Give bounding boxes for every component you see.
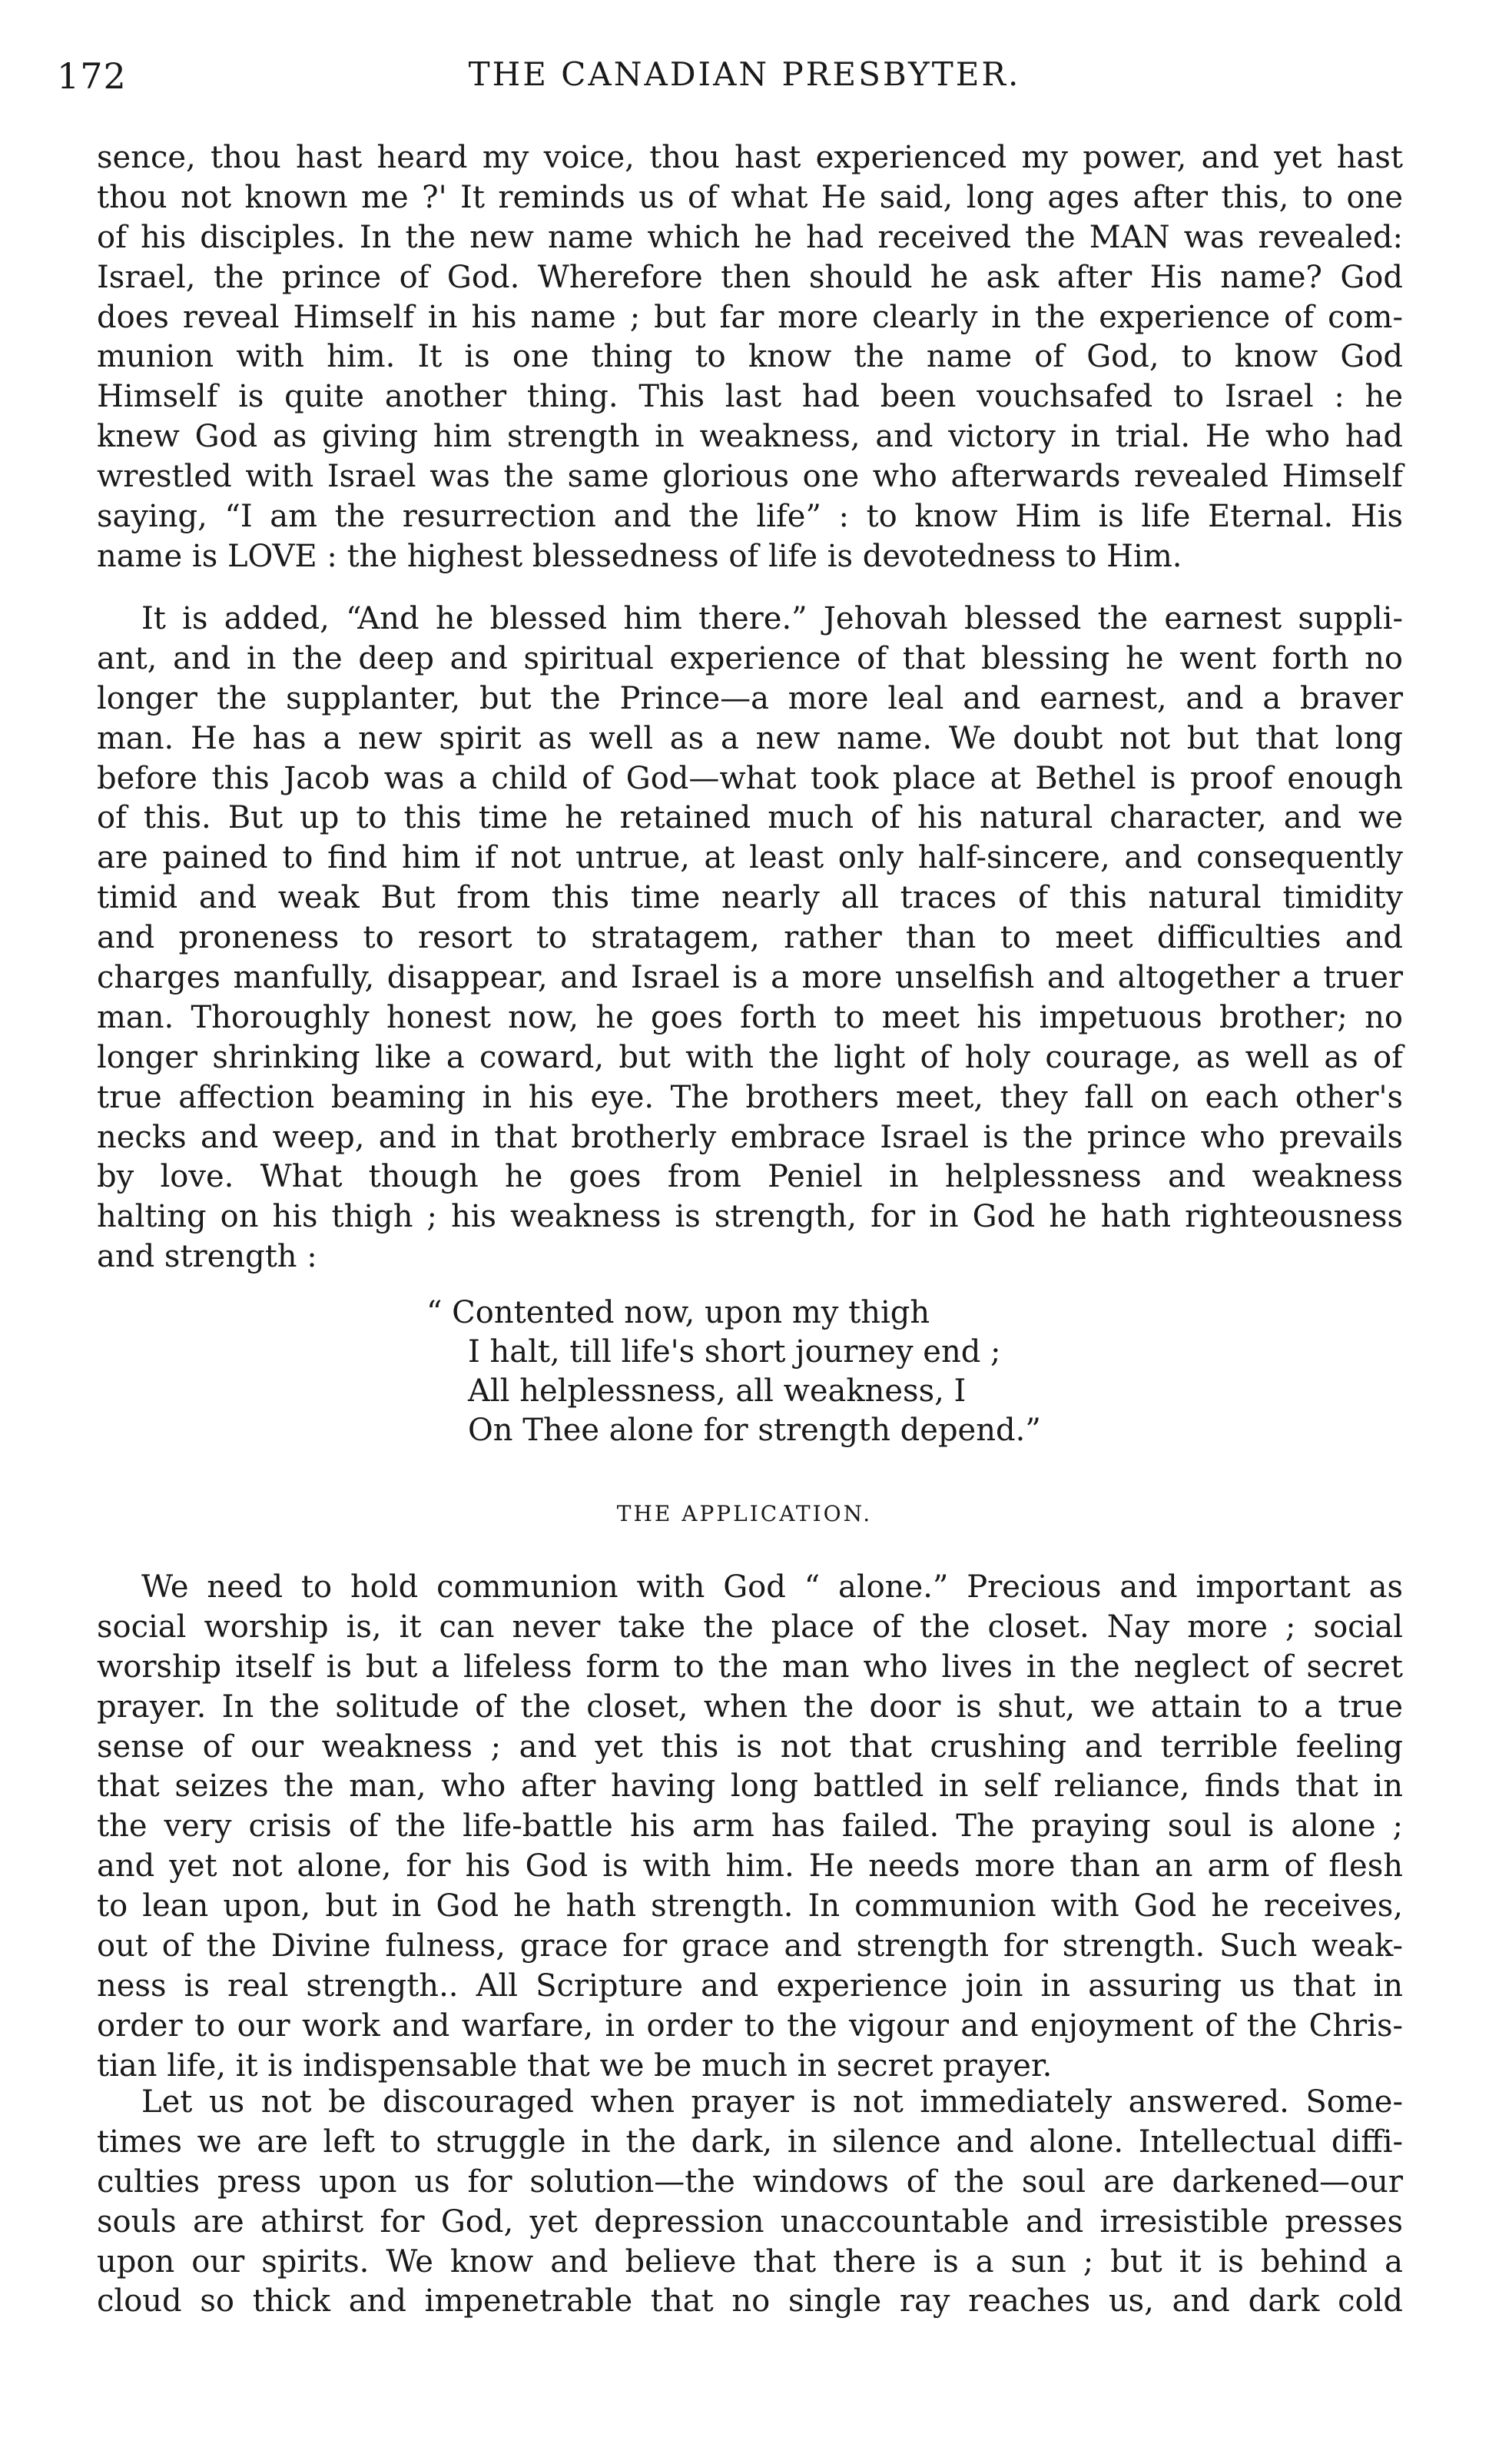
text-line: munion with him. It is one thing to know the name of God, to know God (97, 339, 1403, 375)
text-line: sence, thou hast heard my voice, thou hast experienced my power, and yet hast (97, 140, 1403, 175)
poem-line: On Thee alone for strength depend.” (468, 1413, 1041, 1448)
paragraph (97, 599, 1403, 1277)
text-line: and strength : (97, 1239, 317, 1275)
text-line: We need to hold communion with God “ alone.” Precious and important as (141, 1569, 1403, 1605)
text-line: times we are left to struggle in the dark, in silence and alone. Intellectual diffi- (97, 2124, 1403, 2160)
text-line: order to our work and warfare, in order to the vigour and enjoyment of the Chris- (97, 2007, 1403, 2044)
page-number: 172 (57, 55, 127, 97)
text-line: that seizes the man, who after having long battled in self reliance, finds that in (97, 1768, 1403, 1805)
text-line: ness is real strength.. All Scripture and experience join in assuring us that in (97, 1968, 1403, 2004)
text-line: sense of our weakness ; and yet this is not that crushing and terrible feeling (97, 1728, 1403, 1765)
text-line: saying, “I am the resurrection and the life” : to know Him is life Eternal. His (97, 499, 1403, 535)
text-line: cloud so thick and impenetrable that no single ray reaches us, and dark cold (97, 2283, 1403, 2320)
poem-line: “ Contented now, upon my thigh (426, 1295, 930, 1330)
text-line: out of the Divine fulness, grace for grace and strength for strength. Such weak- (97, 1928, 1403, 1964)
text-line: wrestled with Israel was the same glorious one who afterwards revealed Himself (97, 459, 1403, 495)
text-line: Israel, the prince of God. Wherefore then should he ask after His name? God (97, 259, 1403, 295)
text-line: before this Jacob was a child of God—what took place at Bethel is proof enough (97, 760, 1403, 796)
text-line: Let us not be discouraged when prayer is not immediately answered. Some- (141, 2084, 1403, 2120)
poem-quote (426, 1293, 1118, 1450)
text-line: by love. What though he goes from Peniel in helplessness and weakness (97, 1159, 1403, 1195)
text-line: Himself is quite another thing. This last had been vouchsafed to Israel : he (97, 379, 1403, 415)
poem-line: I halt, till life's short journey end ; (468, 1334, 1001, 1370)
text-line: culties press upon us for solution—the windows of the soul are darkened—our (97, 2163, 1403, 2200)
text-line: knew God as giving him strength in weakness, and victory in trial. He who had (97, 419, 1403, 455)
text-line: and yet not alone, for his God is with him. He needs more than an arm of flesh (97, 1848, 1403, 1885)
text-line: thou not known me ?' It reminds us of what He said, long ages after this, to one (97, 179, 1403, 215)
text-line: tian life, it is indispensable that we be much in secret prayer. (97, 2047, 1053, 2084)
text-line: are pained to find him if not untrue, at least only half-sincere, and consequently (97, 840, 1403, 876)
text-line: halting on his thigh ; his weakness is strength, for in God he hath righteousness (97, 1199, 1403, 1235)
text-line: and proneness to resort to stratagem, rather than to meet difficulties and (97, 920, 1403, 956)
text-line: It is added, “And he blessed him there.” Jehovah blessed the earnest suppli- (141, 601, 1403, 636)
paragraph (97, 2083, 1403, 2322)
text-line: timid and weak But from this time nearly all traces of this natural timidity (97, 880, 1403, 916)
text-line: man. He has a new spirit as well as a new name. We doubt not but that long (97, 720, 1403, 756)
poem-line: All helplessness, all weakness, I (468, 1373, 967, 1409)
text-line: souls are athirst for God, yet depression unaccountable and irresistible presses (97, 2203, 1403, 2240)
text-line: upon our spirits. We know and believe that there is a sun ; but it is behind a (97, 2243, 1403, 2280)
text-line: of this. But up to this time he retained much of his natural character, and we (97, 800, 1403, 836)
text-line: man. Thoroughly honest now, he goes forth to meet his impetuous brother; no (97, 999, 1403, 1035)
text-line: name is LOVE : the highest blessedness of life is devotedness to Him. (97, 538, 1182, 574)
text-line: of his disciples. In the new name which he had received the MAN was revealed: (97, 219, 1403, 255)
text-line: ant, and in the deep and spiritual experience of that blessing he went forth no (97, 640, 1403, 676)
text-line: charges manfully, disappear, and Israel is a more unselfish and altogether a truer (97, 960, 1403, 996)
page-header (57, 55, 1432, 109)
text-line: does reveal Himself in his name ; but far more clearly in the experience of com- (97, 299, 1403, 335)
text-line: longer the supplanter, but the Prince—a more leal and earnest, and a braver (97, 680, 1403, 716)
paragraph (97, 1568, 1403, 2087)
text-line: longer shrinking like a coward, but with the light of holy courage, as well as of (97, 1039, 1403, 1075)
running-title: THE CANADIAN PRESBYTER. (468, 55, 1021, 93)
paragraph (97, 138, 1403, 577)
text-line: worship itself is but a lifeless form to the man who lives in the neglect of secret (97, 1649, 1403, 1685)
text-line: to lean upon, but in God he hath strength. In communion with God he receives, (97, 1888, 1403, 1924)
text-line: social worship is, it can never take the place of the closet. Nay more ; social (97, 1609, 1403, 1645)
text-line: necks and weep, and in that brotherly embrace Israel is the prince who prevails (97, 1119, 1403, 1155)
text-line: prayer. In the solitude of the closet, when the door is shut, we attain to a true (97, 1689, 1403, 1725)
section-heading: THE APPLICATION. (616, 1501, 873, 1526)
text-line: the very crisis of the life-battle his arm has failed. The praying soul is alone ; (97, 1808, 1403, 1845)
text-line: true affection beaming in his eye. The brothers meet, they fall on each other's (97, 1079, 1403, 1115)
